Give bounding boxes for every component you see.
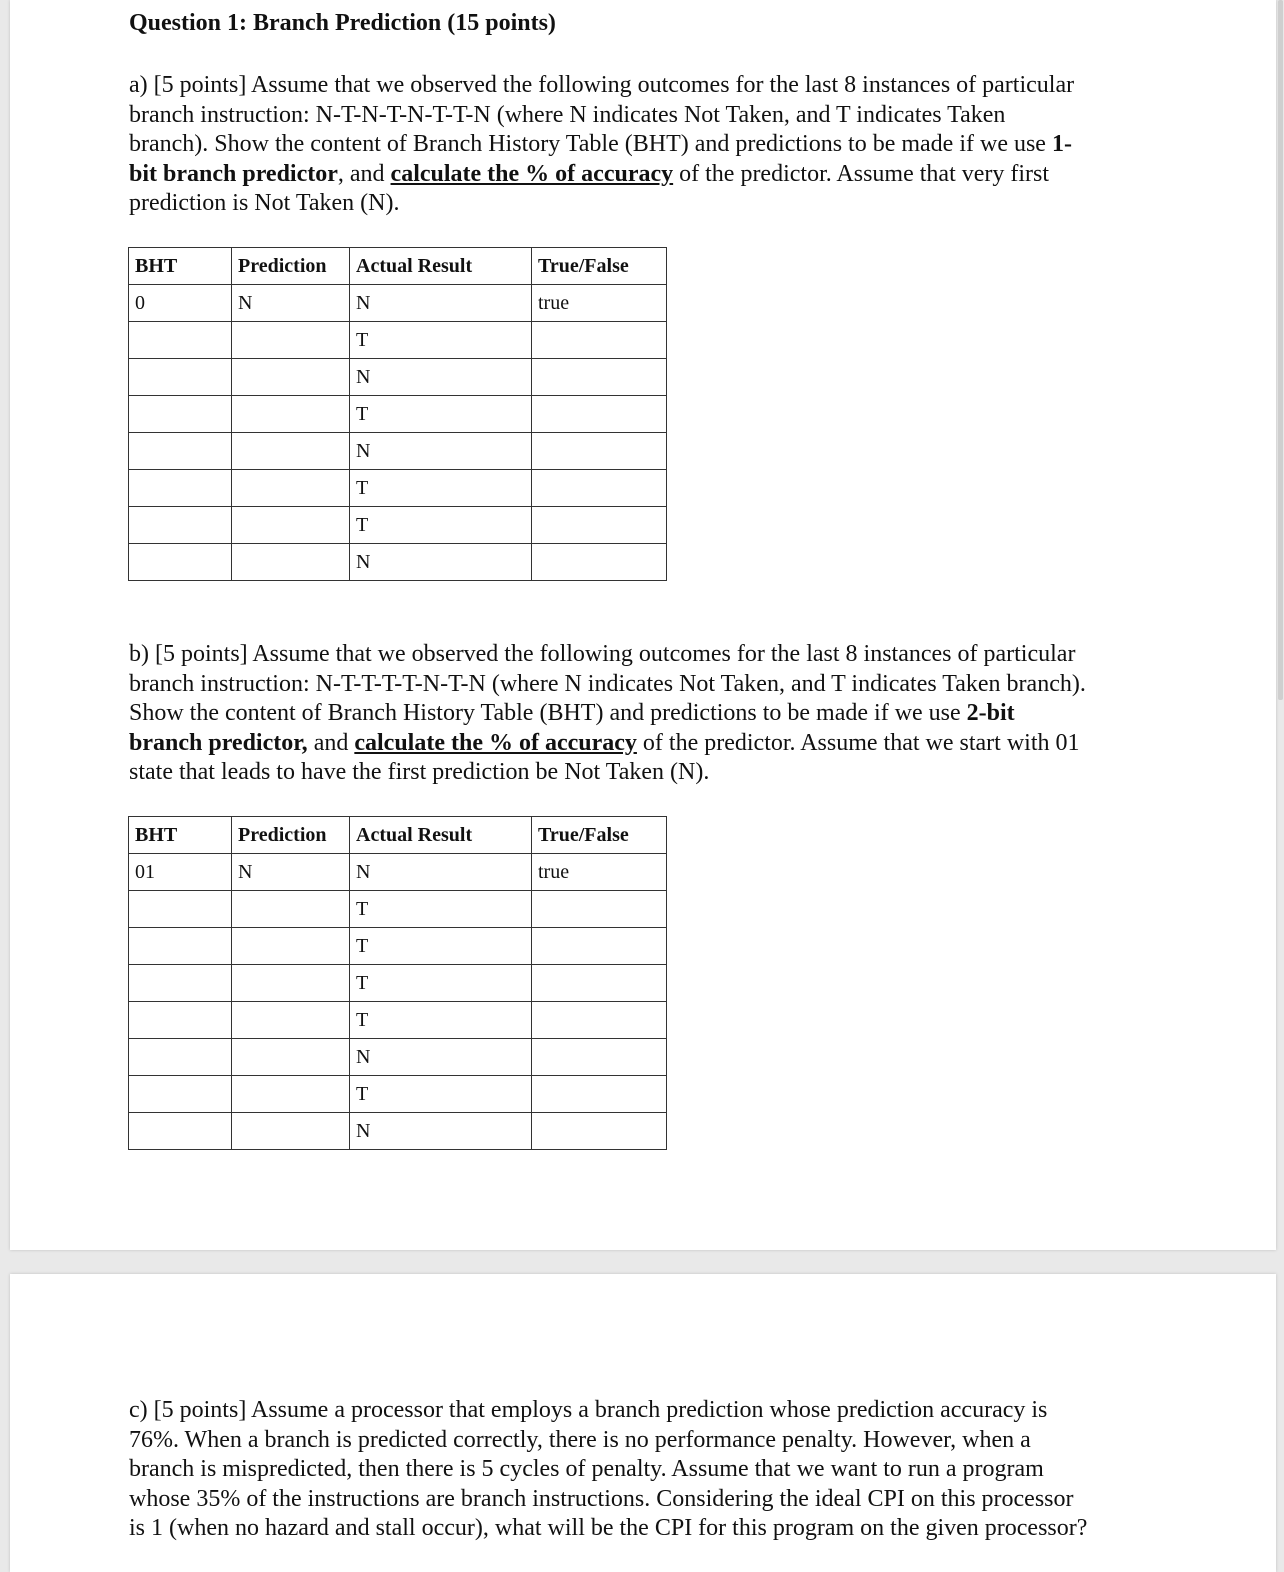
true-false-cell: true [532, 285, 667, 322]
true-false-cell [532, 507, 667, 544]
part-b-line-3-text: Show the content of Branch History Table (BHT) and predictions to be made if we use [129, 700, 967, 726]
true-false-cell [532, 470, 667, 507]
part-c-line-3: branch is mispredicted, then there is 5 cycles of penalty. Assume that we want to run a program [129, 1456, 1044, 1482]
part-b-line-5: state that leads to have the first prediction be Not Taken (N). [129, 759, 710, 785]
part-b-line-1: b) [5 points] Assume that we observed the following outcomes for the last 8 instances of particular [129, 641, 1076, 667]
actual-result-cell: N [350, 1039, 532, 1076]
bht-cell [129, 965, 232, 1002]
true-false-cell [532, 1002, 667, 1039]
prediction-cell [232, 507, 350, 544]
prediction-cell [232, 1039, 350, 1076]
true-false-cell [532, 1113, 667, 1150]
part-c-line-5: is 1 (when no hazard and stall occur), what will be the CPI for this program on the given processor? [129, 1515, 1088, 1541]
part-b-bold-predictor: branch predictor, [129, 729, 308, 756]
bht-cell [129, 433, 232, 470]
question-title: Question 1: Branch Prediction (15 points) [129, 10, 556, 36]
bht-cell [129, 1039, 232, 1076]
true-false-cell [532, 544, 667, 581]
table-row [129, 433, 667, 470]
table-row [129, 1076, 667, 1113]
header-true-false: True/False [532, 248, 667, 285]
header-true-false: True/False [532, 817, 667, 854]
bht-cell [129, 470, 232, 507]
actual-result-cell: T [350, 1002, 532, 1039]
part-a-line-5: prediction is Not Taken (N). [129, 190, 400, 216]
actual-result-cell: T [350, 891, 532, 928]
table-row [129, 1113, 667, 1150]
part-b-line-4-end: of the predictor. Assume that we start with 01 [636, 729, 1080, 756]
header-prediction: Prediction [232, 248, 350, 285]
prediction-cell [232, 1076, 350, 1113]
part-c-line-2: 76%. When a branch is predicted correctly, there is no performance penalty. However, when a [129, 1426, 1031, 1453]
prediction-cell: N [232, 285, 350, 322]
prediction-cell [232, 891, 350, 928]
bht-cell: 0 [129, 285, 232, 322]
actual-result-cell: N [350, 854, 532, 891]
part-a-bold-1: 1- [1051, 131, 1072, 157]
part-c-line-4: whose 35% of the instructions are branch instructions. Considering the ideal CPI on this processor [129, 1485, 1074, 1512]
table-row [129, 322, 667, 359]
table-row [129, 544, 667, 581]
part-b-line-2: branch instruction: N-T-T-T-T-N-T-N (where N indicates Not Taken, and T indicates Taken branch). [129, 670, 1086, 697]
part-a-line-4-end: of the predictor. Assume that very first [673, 160, 1050, 187]
true-false-cell [532, 322, 667, 359]
part-c-line-1: c) [5 points] Assume a processor that employs a branch prediction whose prediction accuracy is [129, 1397, 1048, 1423]
table-header-row [129, 817, 667, 854]
table-a-body [129, 285, 667, 581]
table-header-row [129, 248, 667, 285]
bht-cell [129, 1076, 232, 1113]
bht-cell [129, 507, 232, 544]
part-a-underlined-accuracy: calculate the % of accuracy [390, 160, 674, 187]
document-page-2 [10, 1274, 1276, 1572]
true-false-cell [532, 1039, 667, 1076]
prediction-cell [232, 433, 350, 470]
actual-result-cell: T [350, 507, 532, 544]
part-a-line-1: a) [5 points] Assume that we observed the following outcomes for the last 8 instances of particular [129, 72, 1075, 98]
prediction-cell: N [232, 854, 350, 891]
header-bht: BHT [129, 248, 232, 285]
bht-cell [129, 359, 232, 396]
table-row [129, 965, 667, 1002]
part-c-text [129, 1396, 1199, 1544]
header-prediction: Prediction [232, 817, 350, 854]
actual-result-cell: N [350, 544, 532, 581]
part-a-bold-predictor: bit branch predictor [129, 160, 338, 187]
table-row [129, 285, 667, 322]
bht-cell [129, 322, 232, 359]
actual-result-cell: T [350, 1076, 532, 1113]
table-row [129, 1039, 667, 1076]
part-a-line-2: branch instruction: N-T-N-T-N-T-T-N (where N indicates Not Taken, and T indicates Taken [129, 101, 1006, 128]
table-row [129, 470, 667, 507]
true-false-cell [532, 965, 667, 1002]
true-false-cell: true [532, 854, 667, 891]
table-row [129, 359, 667, 396]
part-b-bold-2bit: 2-bit [966, 700, 1015, 726]
actual-result-cell: N [350, 433, 532, 470]
document-page-1 [10, 0, 1276, 1250]
part-b-text [129, 640, 1199, 788]
true-false-cell [532, 891, 667, 928]
table-row [129, 928, 667, 965]
bht-table-a [128, 247, 667, 581]
part-b-line-4 [129, 729, 1199, 759]
table-row [129, 507, 667, 544]
true-false-cell [532, 396, 667, 433]
prediction-cell [232, 396, 350, 433]
header-actual-result: Actual Result [350, 817, 532, 854]
part-a-line-4 [129, 160, 1199, 190]
prediction-cell [232, 359, 350, 396]
bht-table-b [128, 816, 667, 1150]
bht-cell [129, 544, 232, 581]
table-row [129, 854, 667, 891]
actual-result-cell: T [350, 322, 532, 359]
header-actual-result: Actual Result [350, 248, 532, 285]
table-row [129, 891, 667, 928]
prediction-cell [232, 1002, 350, 1039]
vertical-scrollbar[interactable] [1278, 0, 1283, 700]
bht-cell [129, 928, 232, 965]
part-a-line-4-mid: , and [337, 160, 391, 187]
bht-cell [129, 1002, 232, 1039]
actual-result-cell: T [350, 965, 532, 1002]
prediction-cell [232, 928, 350, 965]
true-false-cell [532, 359, 667, 396]
prediction-cell [232, 322, 350, 359]
header-bht: BHT [129, 817, 232, 854]
true-false-cell [532, 1076, 667, 1113]
part-b-line-4-mid: and [307, 729, 355, 756]
part-a-text [129, 71, 1199, 219]
bht-cell [129, 1113, 232, 1150]
prediction-cell [232, 965, 350, 1002]
prediction-cell [232, 544, 350, 581]
table-row [129, 1002, 667, 1039]
part-b-underlined-accuracy: calculate the % of accuracy [354, 729, 637, 756]
actual-result-cell: N [350, 285, 532, 322]
table-row [129, 396, 667, 433]
bht-cell [129, 891, 232, 928]
bht-cell [129, 396, 232, 433]
bht-cell: 01 [129, 854, 232, 891]
part-a-line-3 [129, 130, 1199, 160]
true-false-cell [532, 433, 667, 470]
actual-result-cell: T [350, 928, 532, 965]
prediction-cell [232, 470, 350, 507]
part-b-line-3 [129, 699, 1199, 729]
part-a-line-3-text: branch). Show the content of Branch History Table (BHT) and predictions to be made if we use [129, 131, 1052, 157]
actual-result-cell: N [350, 1113, 532, 1150]
actual-result-cell: N [350, 359, 532, 396]
actual-result-cell: T [350, 396, 532, 433]
actual-result-cell: T [350, 470, 532, 507]
true-false-cell [532, 928, 667, 965]
prediction-cell [232, 1113, 350, 1150]
table-b-body [129, 854, 667, 1150]
